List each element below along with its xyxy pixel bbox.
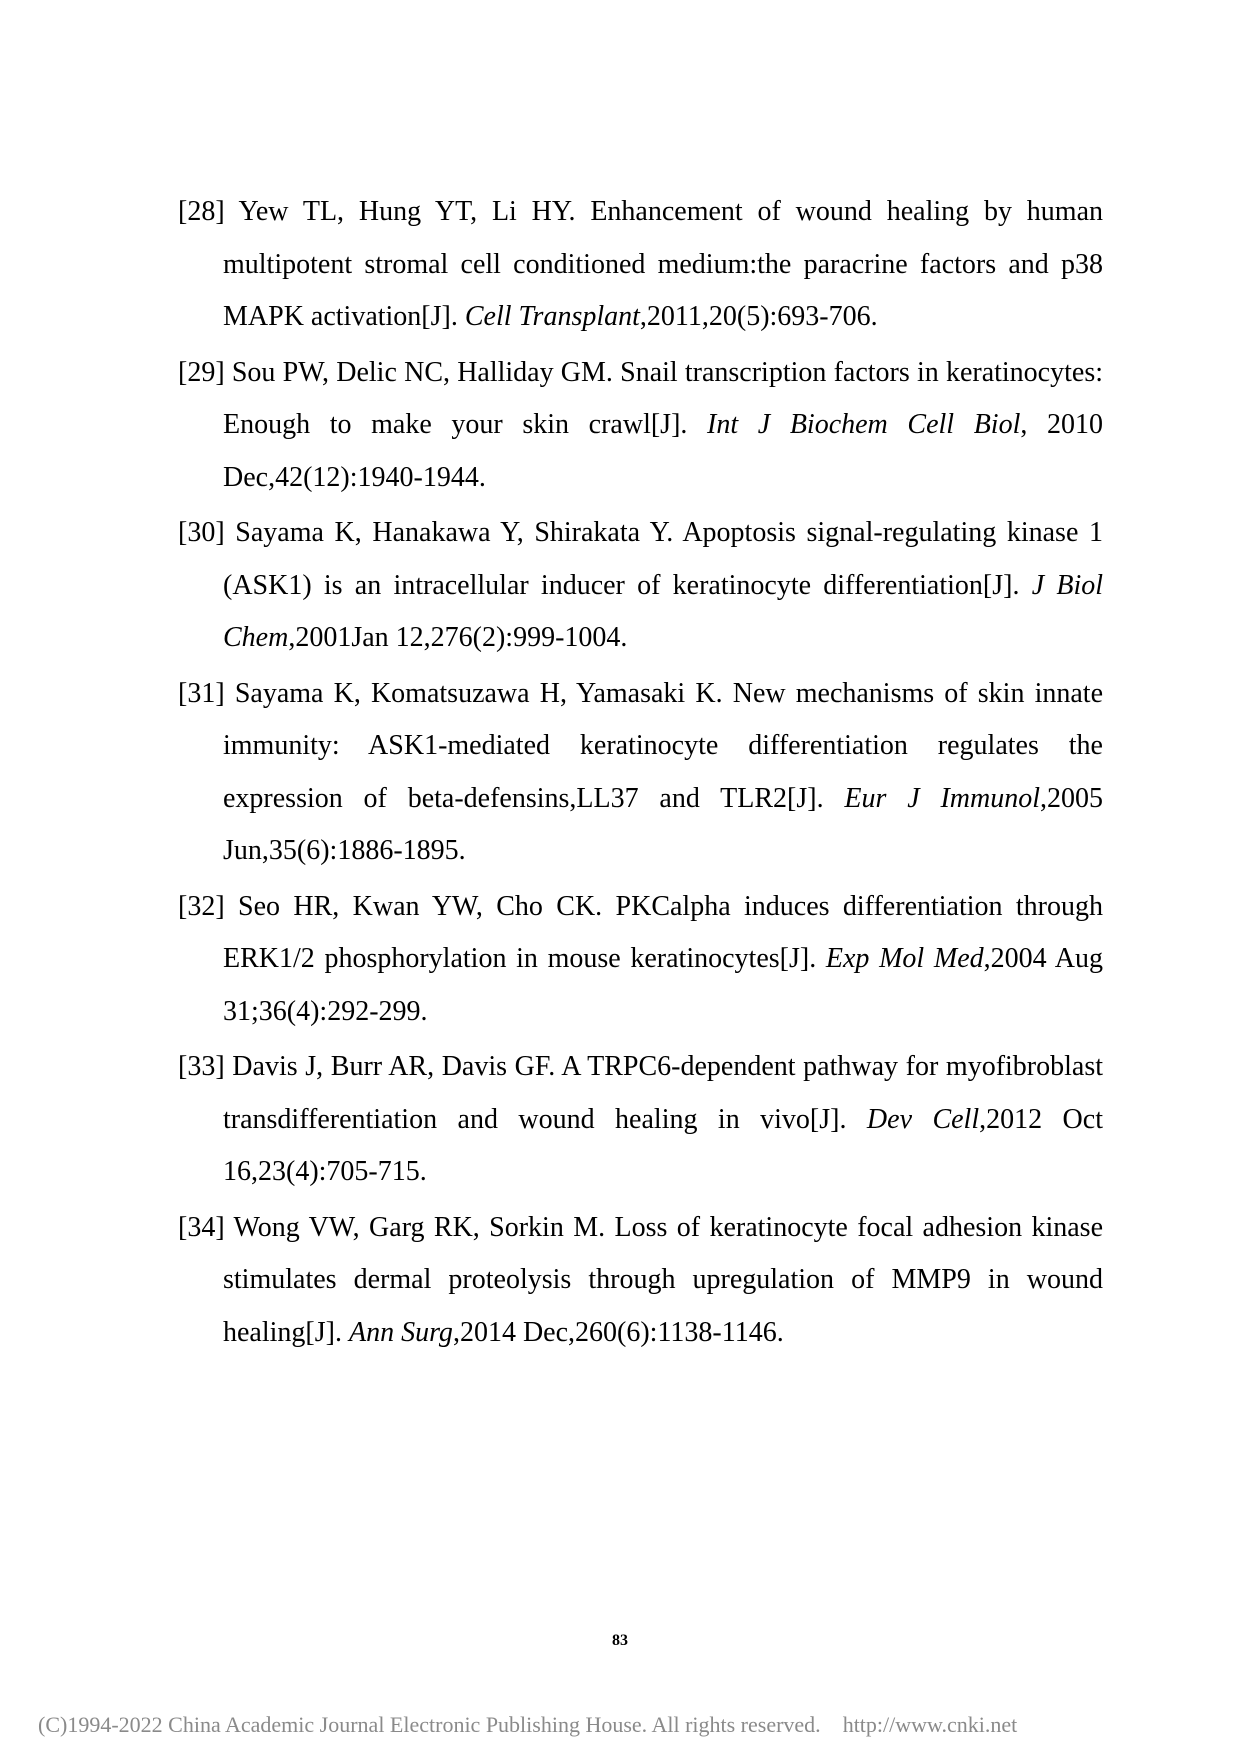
- reference-text: Sayama K, Komatsuzawa H, Yamasaki K. New mechanisms of skin innate immunity: ASK1-mediated keratinocyte differentiation regulates the expression of beta-defensins,LL37 and TLR2[J].: [223, 677, 1104, 814]
- reference-citation: , 2010 Dec,42(12):1940-1944.: [223, 409, 1104, 493]
- reference-list: [178, 186, 1103, 1362]
- reference-citation: ,2004 Aug 31;36(4):292-299.: [223, 943, 1103, 1027]
- reference-number: [28]: [178, 196, 225, 227]
- page-number: 83: [612, 1632, 628, 1649]
- reference-number: [31]: [178, 677, 225, 709]
- reference-text: Wong VW, Garg RK, Sorkin M. Loss of keratinocyte focal adhesion kinase stimulates dermal proteolysis through upregulation of MMP9 in wound healing[J].: [223, 1211, 1103, 1348]
- reference-text: Davis J, Burr AR, Davis GF. A TRPC6-dependent pathway for myofibroblast transdifferentiation and wound healing in vivo[J].: [223, 1051, 1104, 1135]
- footer-url-link[interactable]: http://www.cnki.net: [842, 1712, 1018, 1737]
- reference-31: [178, 668, 1103, 878]
- journal-title: Cell Transplant: [464, 301, 640, 332]
- reference-29: [178, 347, 1103, 505]
- reference-number: [29]: [178, 356, 225, 388]
- reference-text: Sou PW, Delic NC, Halliday GM. Snail transcription factors in keratinocytes: Enough to make your skin crawl[J].: [223, 356, 1103, 440]
- reference-34: [178, 1202, 1103, 1360]
- reference-number: [33]: [178, 1051, 225, 1082]
- journal-title: Exp Mol Med: [825, 943, 984, 974]
- journal-title: J Biol Chem: [223, 569, 1104, 653]
- reference-citation: ,2001Jan 12,276(2):999-1004.: [288, 622, 628, 653]
- reference-33: [178, 1041, 1103, 1199]
- reference-text: Yew TL, Hung YT, Li HY. Enhancement of wound healing by human multipotent stromal cell conditioned medium:the paracrine factors and p38 MAPK activation[J].: [223, 196, 1103, 332]
- footer-copyright: (C)1994-2022 China Academic Journal Electronic Publishing House. All rights reserved.: [38, 1712, 821, 1737]
- reference-citation: ,2012 Oct 16,23(4):705-715.: [223, 1103, 1103, 1187]
- reference-number: [34]: [178, 1211, 225, 1243]
- reference-text: Seo HR, Kwan YW, Cho CK. PKCalpha induces differentiation through ERK1/2 phosphorylation in mouse keratinocytes[J].: [223, 890, 1103, 974]
- reference-28: [178, 186, 1103, 344]
- reference-number: [32]: [178, 890, 225, 922]
- journal-title: Ann Surg: [348, 1316, 453, 1348]
- reference-citation: ,2011,20(5):693-706.: [639, 301, 878, 332]
- reference-32: [178, 881, 1103, 1039]
- reference-citation: ,2005 Jun,35(6):1886-1895.: [223, 782, 1103, 866]
- reference-citation: ,2014 Dec,260(6):1138-1146.: [452, 1316, 784, 1348]
- reference-text: Sayama K, Hanakawa Y, Shirakata Y. Apoptosis signal-regulating kinase 1 (ASK1) is an intracellular inducer of keratinocyte differentiation[J].: [223, 517, 1103, 601]
- journal-title: Dev Cell: [866, 1103, 980, 1135]
- journal-title: Eur J Immunol: [844, 782, 1040, 814]
- reference-30: [178, 507, 1103, 665]
- reference-number: [30]: [178, 517, 225, 548]
- journal-title: Int J Biochem Cell Biol: [707, 409, 1021, 440]
- footer-copyright-bar: [38, 1712, 1017, 1738]
